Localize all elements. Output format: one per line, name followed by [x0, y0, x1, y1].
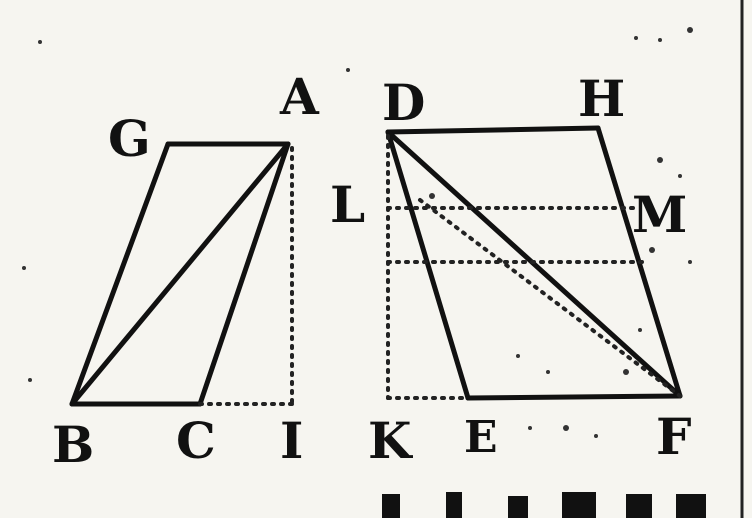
label-a: A [280, 67, 319, 126]
label-c: C [176, 411, 216, 470]
right-figure [388, 128, 680, 398]
label-k: K [368, 411, 412, 470]
segment-de [388, 132, 468, 398]
label-e: E [464, 412, 498, 463]
bottom-text-fragments [382, 492, 706, 518]
label-g: G [108, 109, 151, 168]
left-figure [72, 144, 292, 404]
segment-ac [200, 144, 288, 404]
label-m: M [632, 185, 688, 244]
label-l: L [330, 175, 366, 234]
label-f: F [656, 407, 692, 466]
segment-gb [72, 144, 168, 404]
diagonal-ab [72, 144, 288, 404]
label-b: B [52, 415, 95, 474]
label-h: H [578, 69, 626, 128]
label-d: D [382, 73, 426, 132]
segment-ef [468, 396, 680, 398]
label-i: I [280, 411, 304, 470]
